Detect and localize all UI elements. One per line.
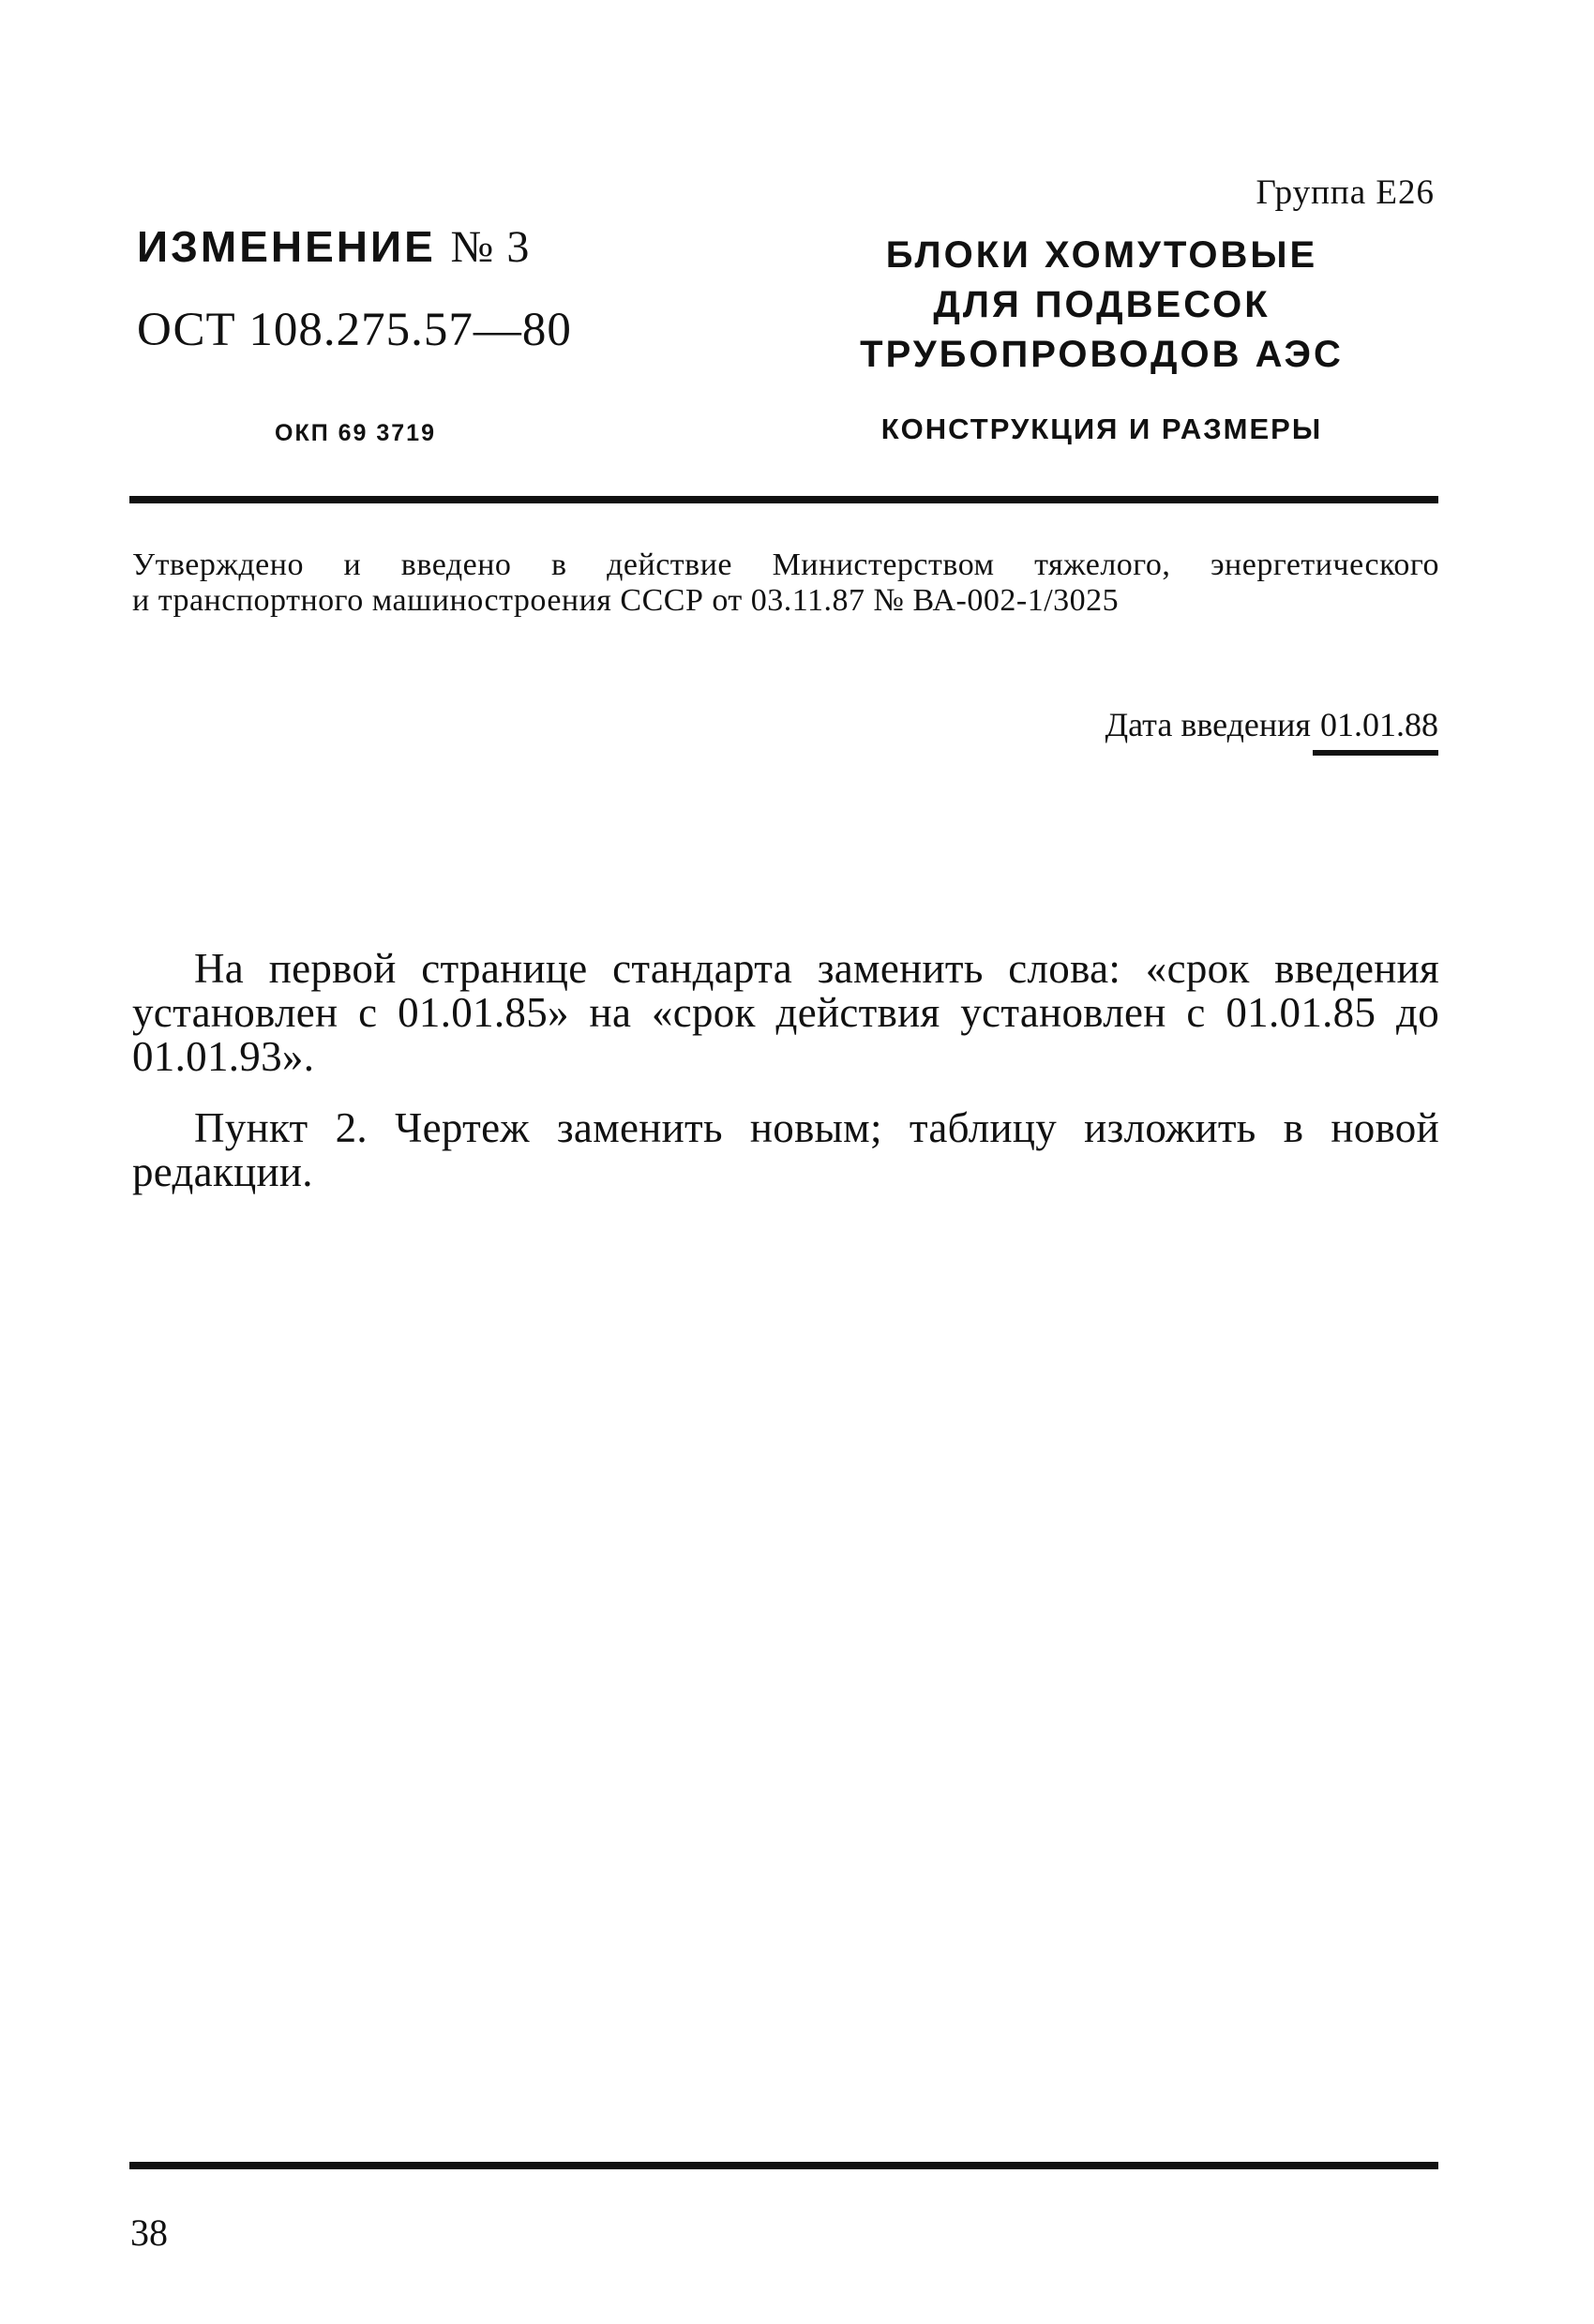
- okp-code: ОКП 69 3719: [275, 420, 436, 446]
- change-title: [137, 221, 530, 273]
- group-label: Группа Е26: [1256, 173, 1435, 212]
- footer-divider: [129, 2162, 1438, 2169]
- document-title-line-2: ДЛЯ ПОДВЕСОК: [933, 284, 1271, 325]
- paragraph-2-line-1: Пункт 2. Чертеж заменить новым; таблицу изложить в новой: [194, 1104, 1439, 1151]
- paragraph-2-line-2: редакции.: [132, 1148, 313, 1195]
- effective-date-label: Дата введения: [1105, 706, 1311, 743]
- effective-date: [1105, 705, 1438, 744]
- approval-line-2: и транспортного машиностроения СССР от 03.11.87 № ВА-002-1/3025: [132, 583, 1120, 618]
- change-label: ИЗМЕНЕНИЕ: [137, 222, 436, 271]
- body-paragraph-1: [132, 947, 1439, 1079]
- effective-date-value: 01.01.88: [1320, 706, 1438, 743]
- document-title-line-1: БЛОКИ ХОМУТОВЫЕ: [885, 234, 1318, 276]
- paragraph-1-line-3: 01.01.93».: [132, 1033, 315, 1080]
- document-title-line-3: ТРУБОПРОВОДОВ АЭС: [860, 334, 1344, 375]
- paragraph-1-line-1: На первой странице стандарта заменить слова: «срок введения: [194, 945, 1439, 992]
- change-number: № 3: [450, 222, 531, 272]
- approval-line-1: Утверждено и введено в действие Министерством тяжелого, энергетического: [132, 547, 1439, 582]
- header-divider: [129, 496, 1438, 503]
- paragraph-1-line-2: установлен с 01.01.85» на «срок действия установлен с 01.01.85 до: [132, 989, 1439, 1036]
- body-paragraph-2: [132, 1106, 1439, 1194]
- document-subtitle: КОНСТРУКЦИЯ И РАЗМЕРЫ: [880, 412, 1323, 445]
- page-number: 38: [130, 2212, 168, 2254]
- approval-statement: [132, 547, 1439, 619]
- effective-date-underline: [1313, 750, 1438, 756]
- standard-number: ОСТ 108.275.57—80: [137, 304, 572, 356]
